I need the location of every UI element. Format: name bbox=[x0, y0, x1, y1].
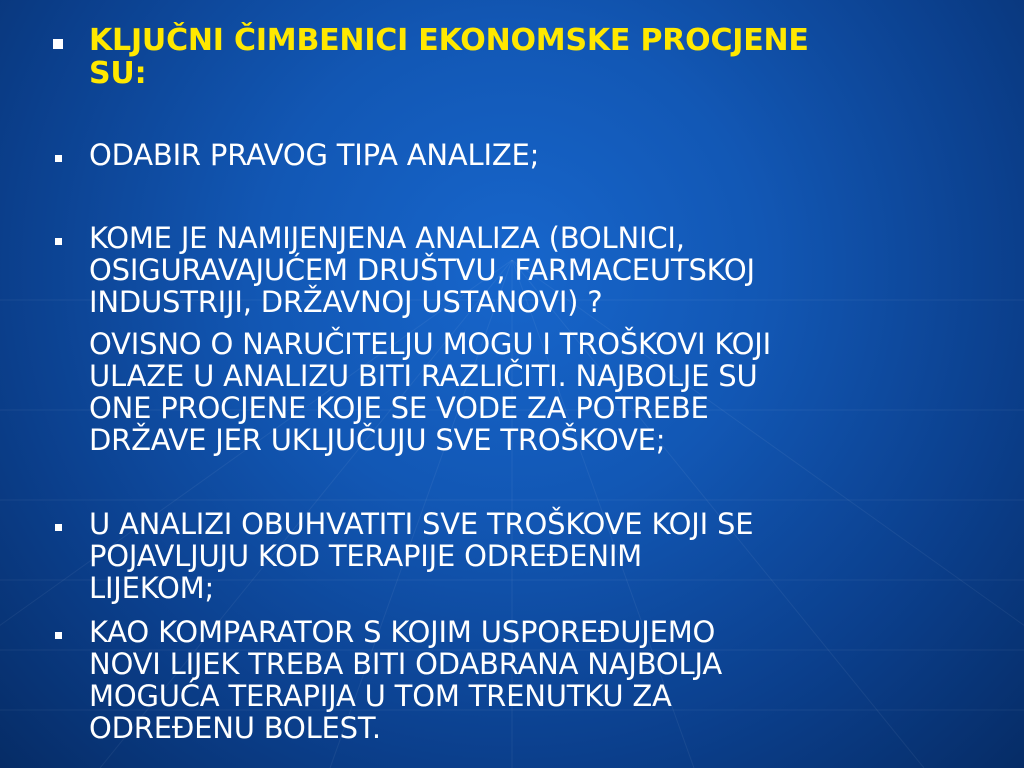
slide-title: KLJUČNI ČIMBENICI EKONOMSKE PROCJENE SU: bbox=[89, 23, 809, 91]
bullet-text: KAO KOMPARATOR S KOJIM USPOREĐUJEMO NOVI LIJEK TREBA BITI ODABRANA NAJBOLJA MOGUĆA TERAPIJA U TOM TRENUTKU ZA ODREĐENU BOLEST. bbox=[89, 615, 722, 745]
bullet-text: U ANALIZI OBUHVATITI SVE TROŠKOVE KOJI SE POJAVLJUJU KOD TERAPIJE ODREĐENIM LIJEKOM; bbox=[89, 507, 754, 605]
continuation-text: OVISNO O NARUČITELJU MOGU I TROŠKOVI KOJI ULAZE U ANALIZU BITI RAZLIČITI. NAJBOLJE SU ONE PROCJENE KOJE SE VODE ZA POTREBE DRŽAVE JER UKLJUČUJU SVE TROŠKOVE; bbox=[89, 327, 771, 457]
bullet-text: ODABIR PRAVOG TIPA ANALIZE; bbox=[89, 138, 540, 172]
bullet-icon bbox=[55, 238, 62, 245]
bullet-icon bbox=[55, 524, 62, 531]
bullet-icon bbox=[55, 155, 62, 162]
bullet-icon bbox=[53, 39, 63, 49]
bullet-icon bbox=[55, 632, 62, 639]
bullet-text: KOME JE NAMIJENJENA ANALIZA (BOLNICI, OSIGURAVAJUĆEM DRUŠTVU, FARMACEUTSKOJ INDUSTRIJI, DRŽAVNOJ USTANOVI) ? bbox=[89, 221, 755, 319]
